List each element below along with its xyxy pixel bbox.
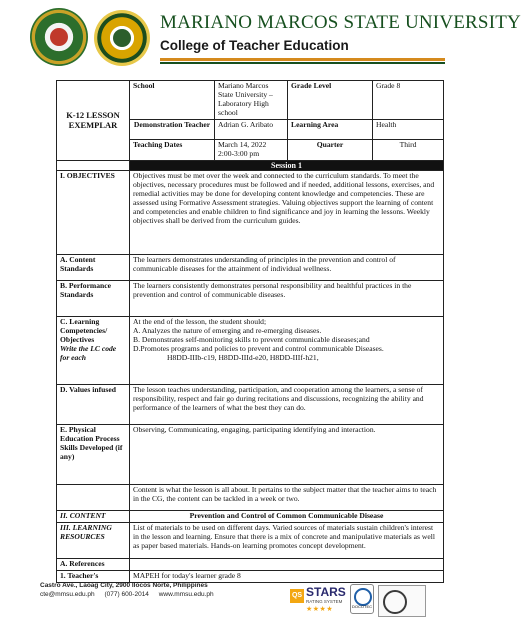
- footer-website[interactable]: www.mmsu.edu.ph: [158, 591, 214, 598]
- exemplar-title: K-12 LESSON EXEMPLAR: [57, 81, 130, 161]
- performance-standards-label: B. Performance Standards: [57, 281, 130, 317]
- competencies-cell: [57, 317, 130, 385]
- competencies-label: C. Learning Competencies/ Objectives: [60, 317, 108, 345]
- teacher-value: Adrian G. Aribato: [215, 119, 288, 139]
- session-spacer: [57, 160, 130, 170]
- stars-subtitle: RATING SYSTEM: [306, 599, 343, 604]
- qs-badge: QS: [290, 589, 304, 603]
- footer-email[interactable]: cte@mmsu.edu.ph: [40, 591, 95, 598]
- iso-seal-logo: [378, 585, 426, 617]
- references-spacer: [130, 559, 444, 571]
- certification-logo: [350, 584, 374, 614]
- values-label: D. Values infused: [57, 385, 130, 425]
- session-banner: Session 1: [130, 160, 444, 170]
- objectives-text: Objectives must be met over the week and connected to the curriculum standards. To meet the objectives, necessary procedures must be followed and if needed, additional lessons, exercises, and remedial activities may be done for developing content knowledge and competencies. These are assessed using Formative Assessment strategies. Valuing objectives support the learning of content and competencies and enable children to find significance and joy in learning the lessons. Weekly objectives shall be derived from the curriculum guides.: [130, 171, 444, 255]
- resources-label: III. LEARNING RESOURCES: [57, 523, 130, 559]
- competencies-note: Write the LC code for each: [60, 344, 117, 362]
- content-label: II. CONTENT: [57, 511, 130, 523]
- header-divider-orange: [160, 58, 445, 61]
- teachers-label: 1. Teacher's: [57, 571, 130, 583]
- learning-area-value: Health: [373, 119, 444, 139]
- school-label: School: [130, 81, 215, 120]
- university-title: MARIANO MARCOS STATE UNIVERSITY: [160, 12, 521, 33]
- competencies-text: [130, 317, 444, 385]
- footer-contact: [40, 591, 222, 598]
- dates-value: March 14, 2022 2:00-3:00 pm: [215, 139, 288, 160]
- quarter-value: Third: [373, 139, 444, 160]
- content-note: Content is what the lesson is all about. It pertains to the subject matter that the teacher aims to teach in the CG, the content can be tackled in a week or two.: [130, 485, 444, 511]
- learning-area-label: Learning Area: [288, 119, 373, 139]
- content-standards-text: The learners demonstrates understanding of principles in the prevention and control of communicable diseases for the attainment of individual wellness.: [130, 255, 444, 281]
- references-label: A. References: [57, 559, 130, 571]
- cert-label: DOCOTEC: [352, 604, 372, 609]
- college-seal-logo: [94, 10, 150, 66]
- grade-level-value: Grade 8: [373, 81, 444, 120]
- content-note-spacer: [57, 485, 130, 511]
- resources-text: List of materials to be used on different days. Varied sources of materials sustain children's interest in the lesson and learning. Ensure that there is a mix of concrete and manipulative materials as well as paper based materials. Hands-on learning promotes concept development.: [130, 523, 444, 559]
- stars-word: STARS: [306, 585, 346, 599]
- skills-text: Observing, Communicating, engaging, participating identifying and interaction.: [130, 425, 444, 485]
- college-title: College of Teacher Education: [160, 38, 349, 53]
- competency-a: A. Analyzes the nature of emerging and re-emerging diseases.: [133, 326, 322, 336]
- school-value: Mariano Marcos State University – Laboratory High school: [215, 81, 288, 120]
- qs-stars-logo: [290, 585, 346, 617]
- quarter-label: Quarter: [288, 139, 373, 160]
- competencies-intro: At the end of the lesson, the student should;: [133, 317, 267, 327]
- university-seal-logo: [30, 8, 88, 66]
- header-divider-green: [160, 62, 445, 64]
- competency-codes: H8DD-IIIb-c19, H8DD-IIId-e20, H8DD-IIIf-h21,: [167, 352, 319, 362]
- competency-d: D.Promotes programs and policies to prevent and control communicable Diseases.: [133, 344, 384, 354]
- teacher-label: Demonstration Teacher: [130, 119, 215, 139]
- dates-label: Teaching Dates: [130, 139, 215, 160]
- competency-b: B. Demonstrates self-monitoring skills to prevent communicable diseases;and: [133, 335, 370, 345]
- footer-address: Castro Ave., Laoag City, 2900 Ilocos Norte, Philippines: [40, 582, 208, 589]
- skills-label: E. Physical Education Process Skills Developed (if any): [57, 425, 130, 485]
- footer-phone: (077) 600-2014: [104, 591, 149, 598]
- lesson-exemplar-table: [56, 80, 444, 583]
- teachers-text: MAPEH for today's learner grade 8: [130, 571, 444, 583]
- grade-level-label: Grade Level: [288, 81, 373, 120]
- content-title: Prevention and Control of Common Communicable Disease: [130, 511, 444, 523]
- objectives-label: I. OBJECTIVES: [57, 171, 130, 255]
- values-text: The lesson teaches understanding, participation, and cooperation among the learners, a sense of responsibility, respect and fair go during recitations and discussions, recognizing the ability and performance of the learners of what the best they can do.: [130, 385, 444, 425]
- footer: [40, 582, 222, 598]
- content-standards-label: A. Content Standards: [57, 255, 130, 281]
- star-rating-icon: ★★★★: [306, 605, 334, 613]
- performance-standards-text: The learners consistently demonstrates personal responsibility and healthful practices in the prevention and control of communicable diseases.: [130, 281, 444, 317]
